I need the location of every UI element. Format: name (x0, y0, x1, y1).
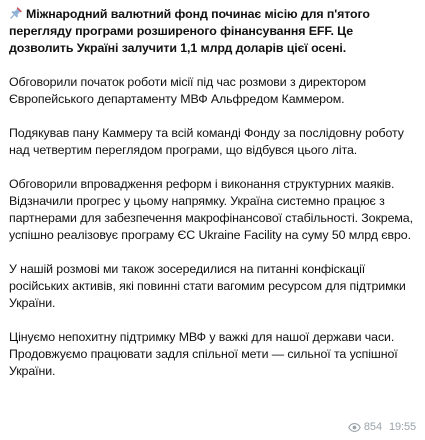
message-time: 19:55 (388, 421, 416, 433)
message-meta (348, 420, 416, 434)
message-paragraph-3: Обговорили впровадження реформ і виконання структурних маяків. Відзначили прогрес у цьому напрямку. Україна системно працює з партнерами для забезпечення макрофінансової стабільності. Зокрема, успішно реалізовує програму ЄС Ukraine Facility на суму 50 млрд євро. (9, 177, 413, 242)
eye-icon (348, 423, 361, 432)
message-paragraph-4: У нашій розмові ми також зосередилися на питанні конфіскації російських активів, які повинні стати вагомим ресурсом для підтримки України. (9, 262, 406, 310)
message-headline-paragraph (9, 6, 414, 57)
pushpin-icon (9, 6, 23, 20)
message-paragraph-1: Обговорили початок роботи місії під час розмови з директором Європейського департаменту МВФ Альфредом Каммером. (9, 75, 367, 106)
message-headline: Міжнародний валютний фонд починає місію для п'ятого перегляду програми розширеного фінансування EFF. Це дозволить Україні залучити 1,1 млрд доларів цієї осені. (9, 7, 370, 55)
message-paragraph-5: Цінуємо непохитну підтримку МВФ у важкі для нашої держави часи. Продовжуємо працювати задля спільної мети — сильної та успішної України. (9, 330, 398, 378)
view-count: 854 (363, 421, 382, 433)
message-paragraph-2: Подякував пану Каммеру та всій команді Фонду за послідовну роботу над четвертим переглядом програми, що відбувся цього літа. (9, 126, 404, 157)
